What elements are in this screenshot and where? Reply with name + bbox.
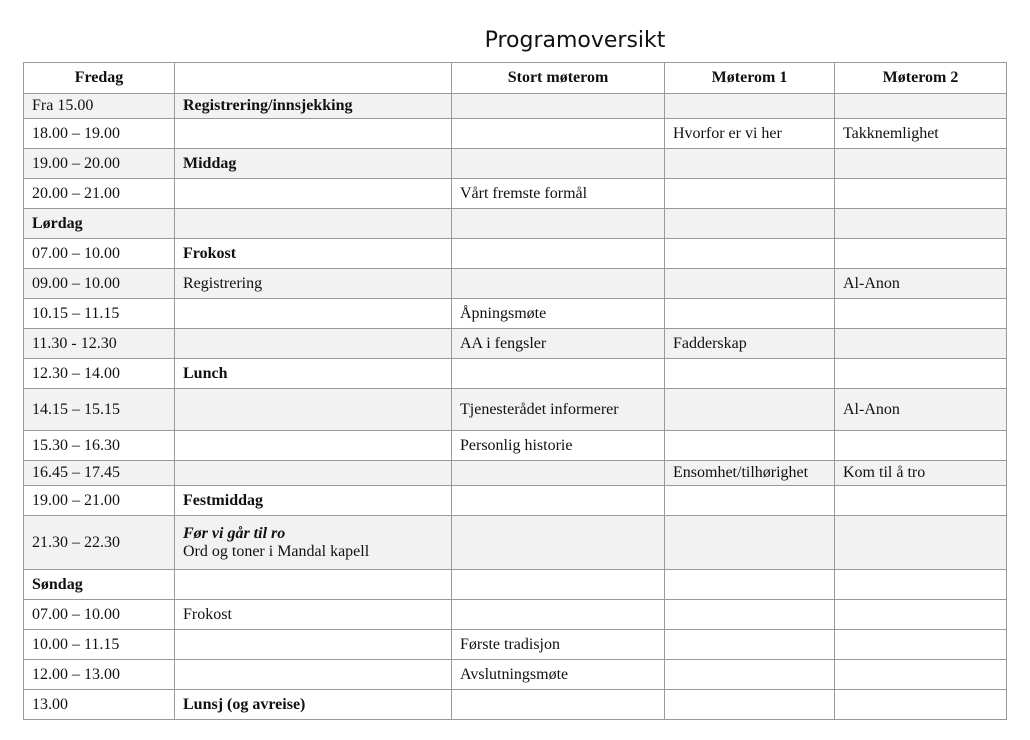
table-row [24,119,1007,149]
rom1-cell [665,600,835,630]
rom2-cell [835,149,1007,179]
stort-cell: Åpningsmøte [452,299,665,329]
time-cell: 10.15 – 11.15 [24,299,175,329]
table-row [24,94,1007,119]
rom2-cell: Takknemlighet [835,119,1007,149]
rom1-cell [665,630,835,660]
header-row [24,63,1007,94]
header-day: Fredag [24,63,175,94]
table-row [24,461,1007,486]
table-row [24,239,1007,269]
event-cell [175,431,452,461]
event-cell: Middag [175,149,452,179]
rom1-cell [665,239,835,269]
table-row [24,269,1007,299]
stort-cell [452,486,665,516]
event-cell: Registrering [175,269,452,299]
stort-cell [452,239,665,269]
time-cell: 15.30 – 16.30 [24,431,175,461]
time-cell: 20.00 – 21.00 [24,179,175,209]
table-row [24,516,1007,570]
stort-cell [452,461,665,486]
time-cell: 13.00 [24,690,175,720]
stort-cell: Avslutningsmøte [452,660,665,690]
stort-cell [452,690,665,720]
rom2-cell: Al-Anon [835,269,1007,299]
rom2-cell [835,516,1007,570]
table-row [24,431,1007,461]
table-row [24,329,1007,359]
stort-cell: Tjenesterådet informerer [452,389,665,431]
day-label: Søndag [24,570,175,600]
rom1-cell [665,209,835,239]
table-row [24,389,1007,431]
header-event [175,63,452,94]
rom2-cell [835,630,1007,660]
rom1-cell [665,179,835,209]
rom1-cell [665,570,835,600]
event-cell [175,299,452,329]
table-row [24,690,1007,720]
table-row [24,179,1007,209]
rom2-cell [835,431,1007,461]
event-title: Før vi går til ro [183,524,286,542]
day-row-lordag [24,209,1007,239]
stort-cell [452,570,665,600]
rom1-cell [665,486,835,516]
time-cell: 11.30 - 12.30 [24,329,175,359]
time-cell: Fra 15.00 [24,94,175,119]
rom2-cell [835,570,1007,600]
table-row [24,600,1007,630]
time-cell: 18.00 – 19.00 [24,119,175,149]
event-cell [175,461,452,486]
page-title: Programoversikt [484,28,666,53]
event-cell [175,119,452,149]
rom1-cell [665,690,835,720]
rom1-cell [665,660,835,690]
stort-cell [452,209,665,239]
event-cell [175,329,452,359]
stort-cell [452,119,665,149]
event-cell [175,570,452,600]
table-row [24,660,1007,690]
time-cell: 09.00 – 10.00 [24,269,175,299]
rom2-cell [835,94,1007,119]
rom2-cell [835,486,1007,516]
rom2-cell: Al-Anon [835,389,1007,431]
event-cell [175,389,452,431]
event-cell: Lunch [175,359,452,389]
header-moterom-1: Møterom 1 [665,63,835,94]
header-stort-moterom: Stort møterom [452,63,665,94]
event-cell [175,660,452,690]
rom1-cell [665,299,835,329]
stort-cell [452,600,665,630]
table-row [24,299,1007,329]
rom1-cell [665,516,835,570]
rom2-cell [835,660,1007,690]
rom2-cell: Kom til å tro [835,461,1007,486]
day-row-sondag [24,570,1007,600]
rom2-cell [835,179,1007,209]
event-cell: Frokost [175,600,452,630]
event-cell [175,179,452,209]
rom1-cell: Fadderskap [665,329,835,359]
program-table [23,62,1007,720]
event-cell [175,630,452,660]
stort-cell [452,269,665,299]
event-cell [175,516,452,570]
rom1-cell [665,431,835,461]
rom1-cell [665,149,835,179]
rom1-cell [665,359,835,389]
event-cell: Registrering/innsjekking [175,94,452,119]
rom2-cell [835,239,1007,269]
rom2-cell [835,359,1007,389]
stort-cell: AA i fengsler [452,329,665,359]
rom2-cell [835,209,1007,239]
time-cell: 14.15 – 15.15 [24,389,175,431]
stort-cell [452,149,665,179]
time-cell: 10.00 – 11.15 [24,630,175,660]
stort-cell: Første tradisjon [452,630,665,660]
stort-cell: Vårt fremste formål [452,179,665,209]
time-cell: 19.00 – 21.00 [24,486,175,516]
event-subtitle: Ord og toner i Mandal kapell [183,542,370,560]
rom1-cell: Hvorfor er vi her [665,119,835,149]
time-cell: 12.30 – 14.00 [24,359,175,389]
time-cell: 21.30 – 22.30 [24,516,175,570]
rom1-cell [665,389,835,431]
table-row [24,149,1007,179]
event-cell: Festmiddag [175,486,452,516]
rom2-cell [835,299,1007,329]
table-row [24,630,1007,660]
rom2-cell [835,600,1007,630]
rom2-cell [835,690,1007,720]
header-moterom-2: Møterom 2 [835,63,1007,94]
time-cell: 12.00 – 13.00 [24,660,175,690]
stort-cell [452,94,665,119]
stort-cell [452,516,665,570]
table-row [24,486,1007,516]
stort-cell: Personlig historie [452,431,665,461]
rom1-cell [665,269,835,299]
rom2-cell [835,329,1007,359]
time-cell: 19.00 – 20.00 [24,149,175,179]
table-row [24,359,1007,389]
time-cell: 07.00 – 10.00 [24,239,175,269]
event-cell [175,209,452,239]
time-cell: 07.00 – 10.00 [24,600,175,630]
stort-cell [452,359,665,389]
time-cell: 16.45 – 17.45 [24,461,175,486]
rom1-cell: Ensomhet/tilhørighet [665,461,835,486]
day-label: Lørdag [24,209,175,239]
rom1-cell [665,94,835,119]
event-cell: Lunsj (og avreise) [175,690,452,720]
event-cell: Frokost [175,239,452,269]
